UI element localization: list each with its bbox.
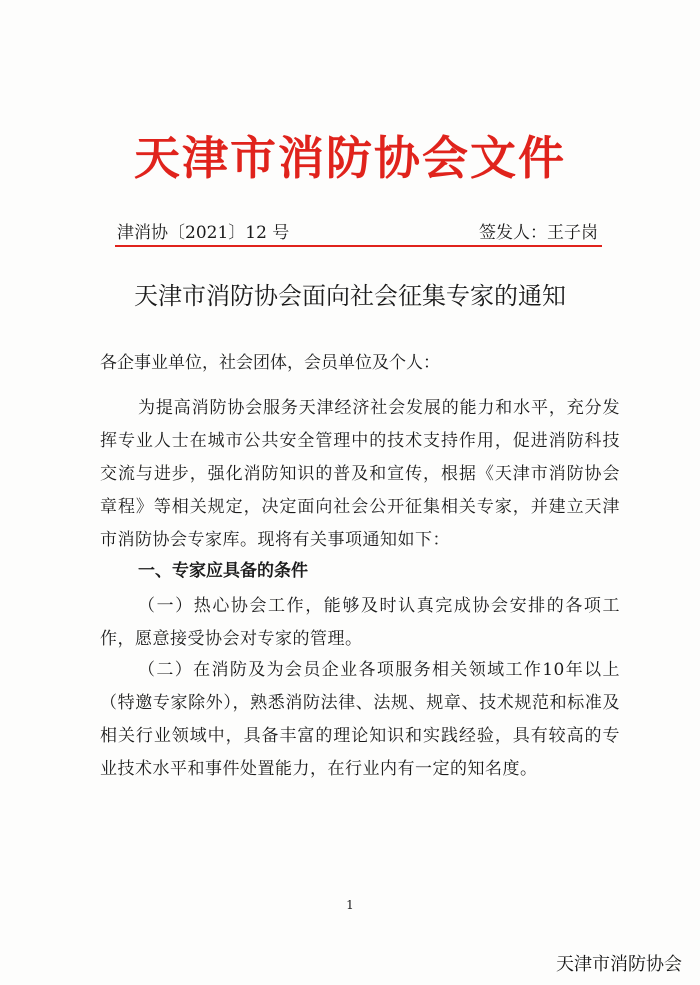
section-heading-conditions: 一、专家应具备的条件	[138, 561, 308, 581]
condition-item-1: （一）热心协会工作，能够及时认真完成协会安排的各项工作，愿意接受协会对专家的管理。	[100, 596, 620, 649]
page-number: 1	[346, 898, 354, 912]
condition-item-2: （二）在消防及为会员企业各项服务相关领域工作10年以上（特邀专家除外），熟悉消防法律、法规、规章、技术规范和标准及相关行业领域中，具备丰富的理论知识和实践经验，具有较高的专业技术水平和事件处置能力，在行业内有一定的知名度。	[100, 660, 620, 779]
issuer: 签发人：王子岗	[479, 223, 598, 243]
source-watermark: 天津市消防协会	[556, 954, 682, 975]
document-number: 津消协〔2021〕12 号	[117, 223, 290, 243]
intro-paragraph: 为提高消防协会服务天津经济社会发展的能力和水平，充分发挥专业人士在城市公共安全管理中的技术支持作用，促进消防科技交流与进步，强化消防知识的普及和宣传，根据《天津市消防协会章程》等相关规定，决定面向社会公开征集相关专家，并建立天津市消防协会专家库。现将有关事项通知如下：	[100, 398, 620, 550]
red-divider-line	[115, 245, 602, 247]
salutation: 各企事业单位，社会团体，会员单位及个人：	[100, 353, 440, 373]
letterhead-title: 天津市消防协会文件	[134, 131, 566, 185]
notice-title: 天津市消防协会面向社会征集专家的通知	[134, 282, 566, 310]
